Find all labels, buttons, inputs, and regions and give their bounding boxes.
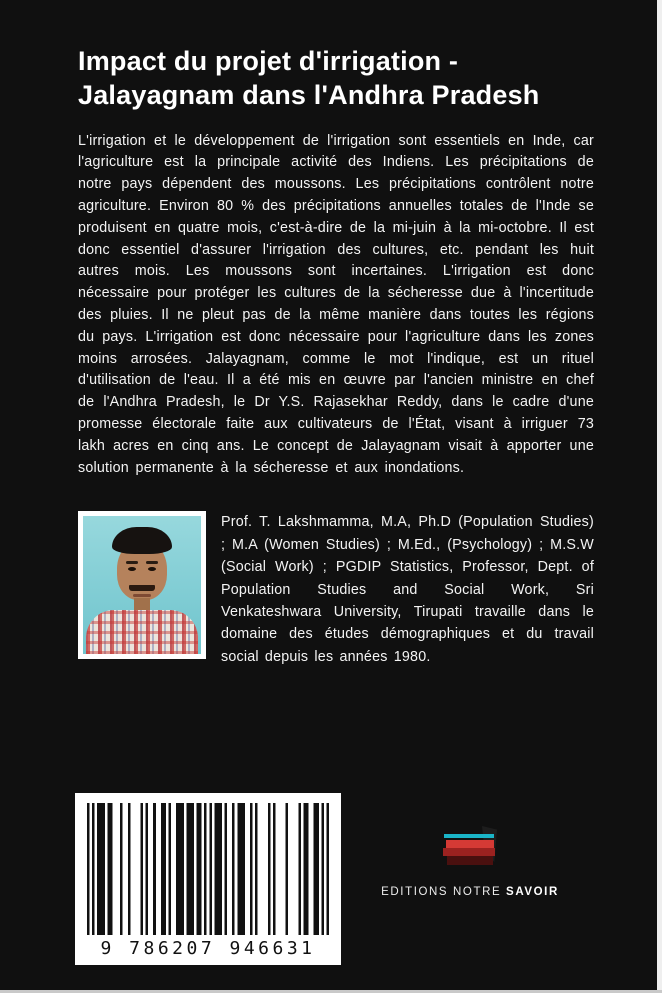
photo-moustache — [129, 585, 155, 591]
page-edge-right — [657, 0, 662, 993]
book-layer-teal — [444, 834, 494, 838]
photo-brow — [126, 561, 138, 564]
barcode-bars-icon — [87, 803, 329, 935]
photo-brow — [146, 561, 158, 564]
book-layer-red — [446, 840, 494, 848]
author-portrait-illustration — [83, 516, 201, 654]
author-bio: Prof. T. Lakshmamma, M.A, Ph.D (Population Studies) ; M.A (Women Studies) ; M.Ed., (Psychology) ; M.S.W (Social Work) ; PGDIP Statistics, Professor, Dept. of Population Studies and Social Work, Sri Venkateshwara University, Tirupati travaille dans le domaine des études démographiques et du travail social depuis les années 1980. — [221, 514, 594, 665]
photo-hair — [112, 527, 172, 554]
publisher-logo — [370, 826, 570, 898]
book-synopsis: L'irrigation et le développement de l'irrigation sont essentiels en Inde, car l'agriculture est la principale activité des Indiens. Les précipitations de notre pays dépendent des moussons. Les précipitations contrôlent notre agriculture. Environ 80 % des précipitations annuelles totales de l'Inde se produisent en quatre mois, c'est-à-dire de la mi-juin à la mi-octobre. Il est donc essentiel d'assurer l'irrigation des cultures, etc. pendant les huit autres mois. Les moussons sont incertaines. L'irrigation est donc nécessaire pour protéger les cultures de la sécheresse due à l'incertitude des pluies. Il ne pleut pas de la même manière dans toutes les régions du pays. L'irrigation est donc nécessaire pour l'agriculture dans les zones moins arrosées. Jalayagnam, comme le mot l'indique, est un rituel d'utilisation de l'eau. Il a été mis en œuvre par l'ancien ministre en chef de l'Andhra Pradesh, le Dr Y.S. Rajasekhar Reddy, dans le cadre d'une promesse électorale faite aux cultivateurs de l'État, visant à irriguer 73 lakh acres en cinq ans. Le concept de Jalayagnam visait à apporter une solution permanente à la sécheresse et aux inondations. — [78, 132, 594, 476]
author-section — [78, 511, 594, 668]
publisher-name-bold: SAVOIR — [506, 886, 559, 898]
author-photo — [78, 511, 206, 659]
barcode-number: 9 786207 946631 — [100, 938, 316, 959]
publisher-name-regular: EDITIONS NOTRE — [381, 886, 502, 898]
book-title: Impact du projet d'irrigation - Jalayagnam dans l'Andhra Pradesh — [78, 46, 540, 111]
book-stack-icon — [441, 826, 499, 874]
photo-mouth — [133, 594, 151, 597]
book-layer-maroon — [447, 856, 493, 865]
publisher-name — [381, 886, 559, 898]
barcode — [75, 793, 341, 965]
photo-plaid-shirt — [86, 610, 198, 654]
book-layer-darkred — [443, 848, 495, 856]
cover-content — [78, 0, 594, 668]
